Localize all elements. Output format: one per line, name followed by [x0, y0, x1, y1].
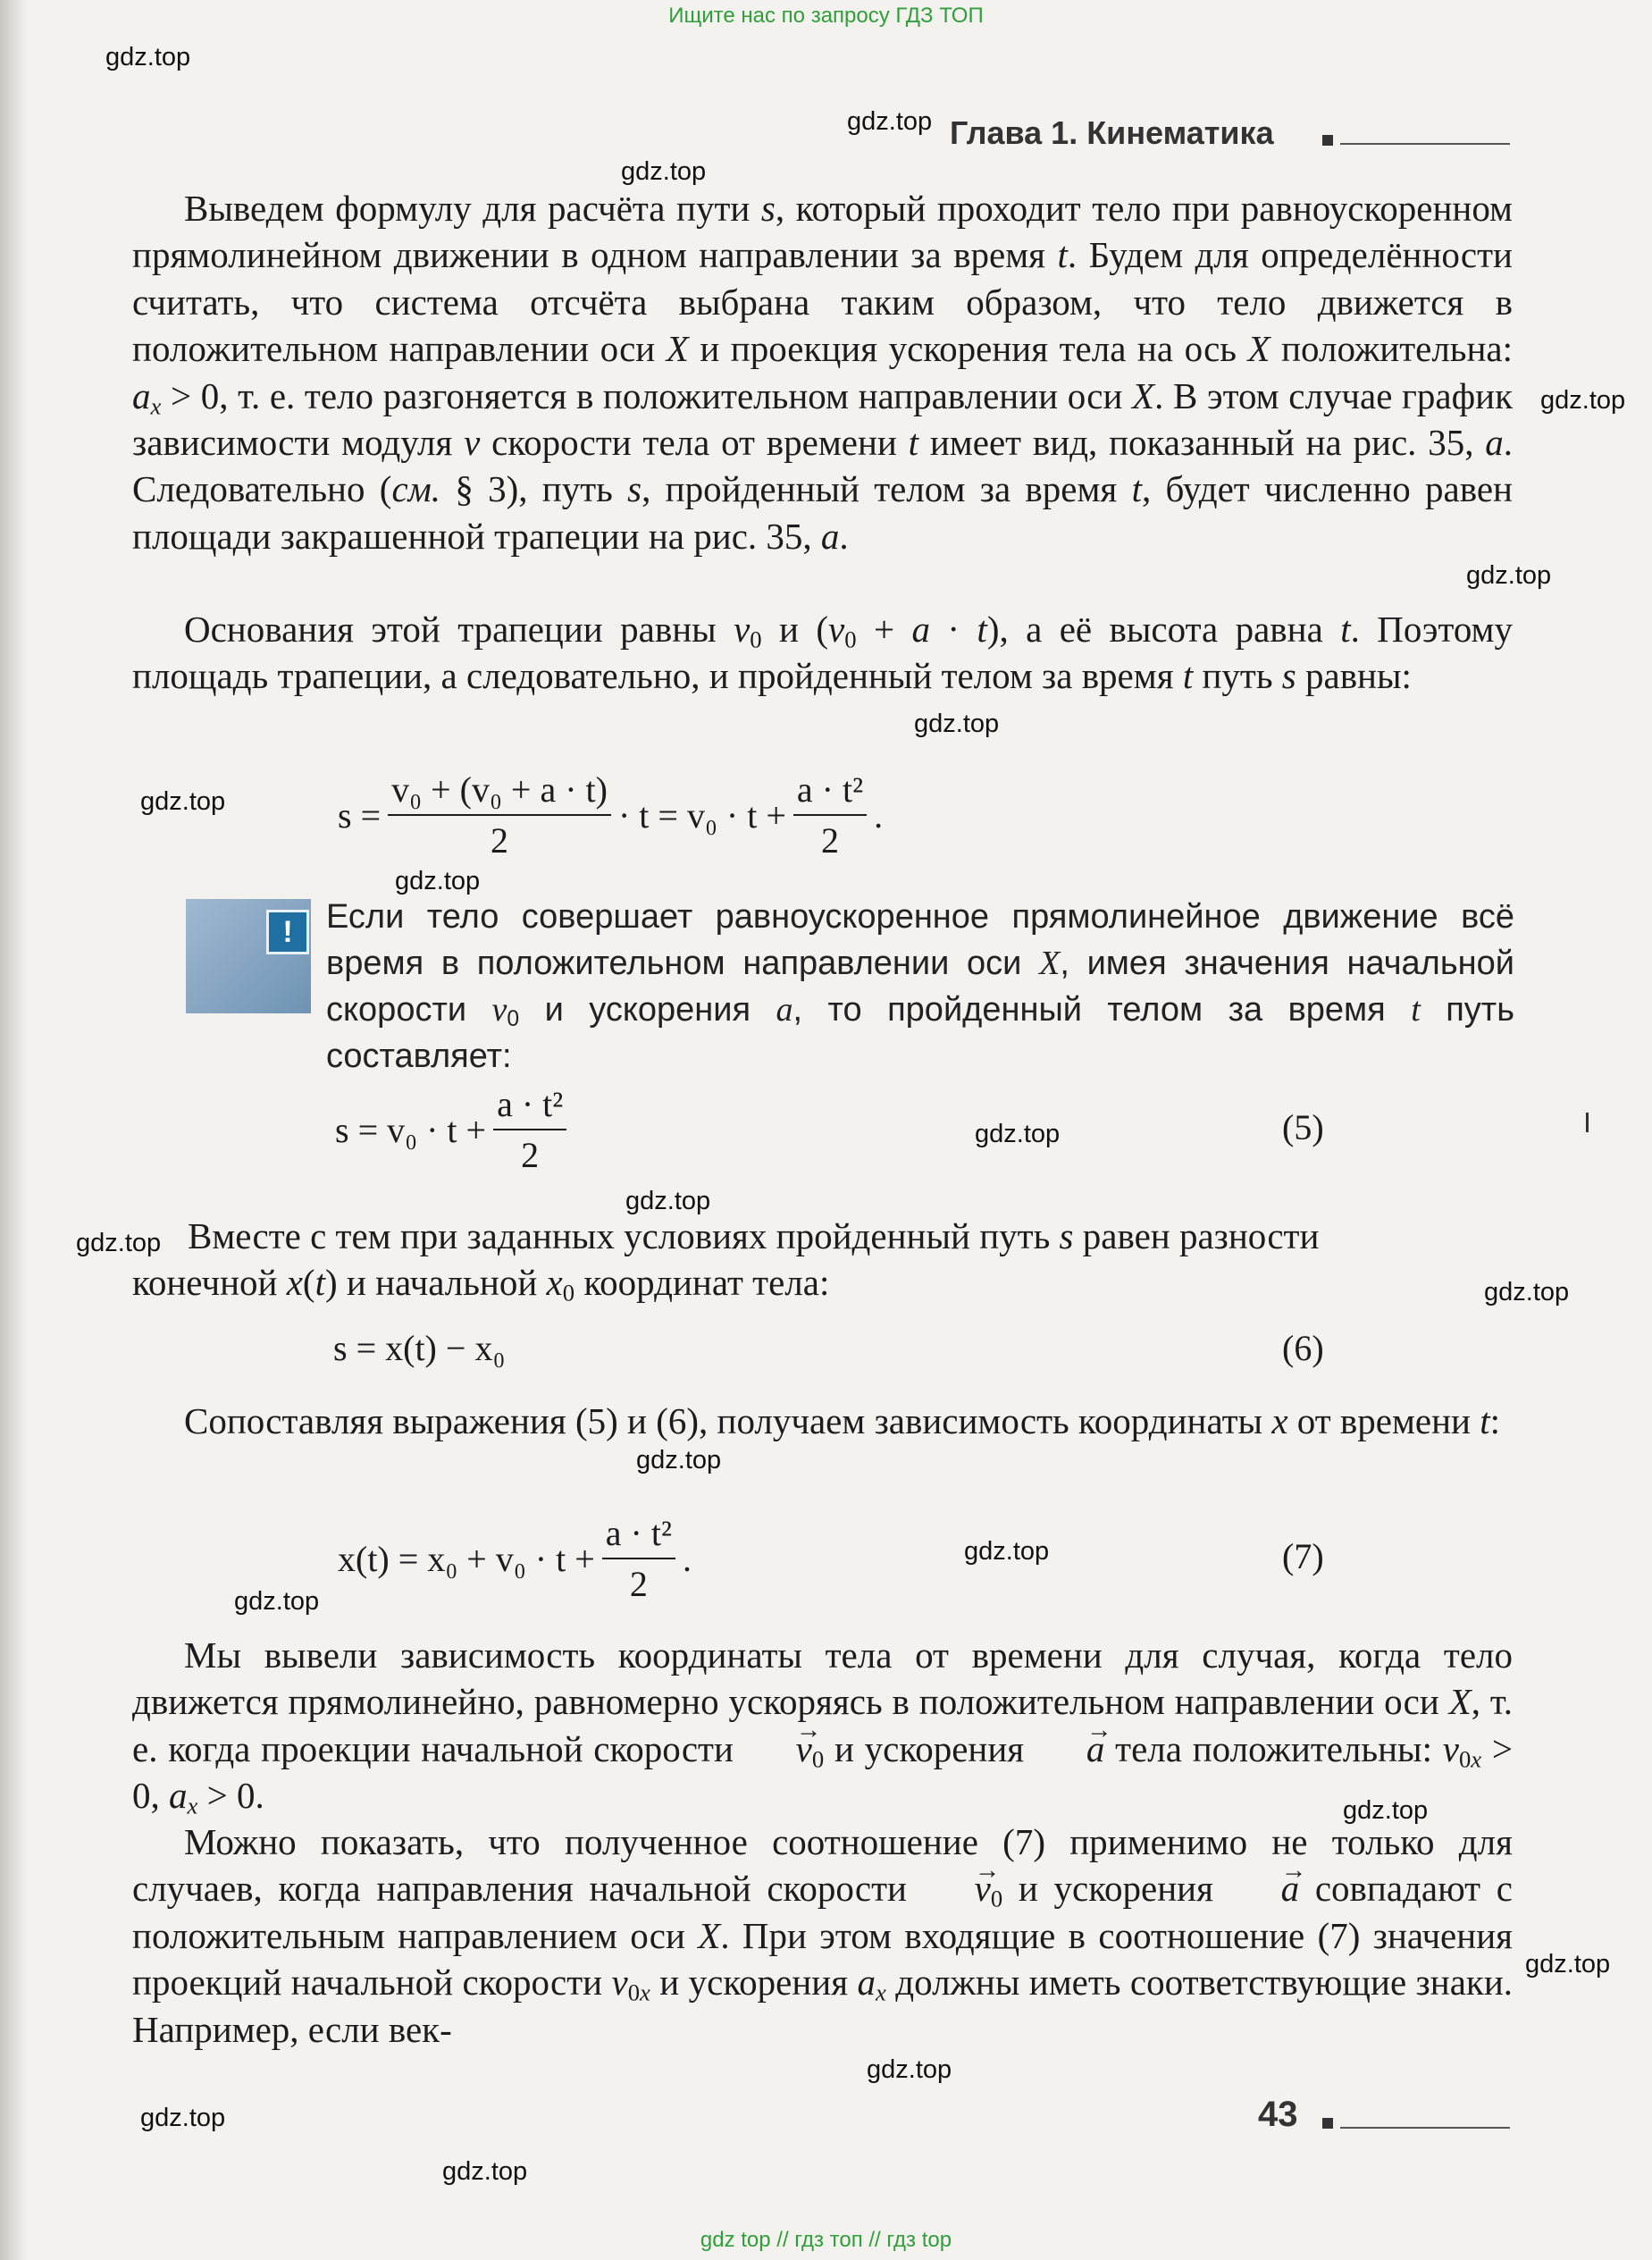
equation-number-5: (5) [1282, 1107, 1324, 1147]
equation-number-6: (6) [1282, 1328, 1324, 1368]
watermark: gdz.top [636, 1446, 722, 1474]
watermark: gdz.top [395, 867, 481, 895]
formula-5 [335, 1083, 574, 1176]
watermark: gdz.top [140, 787, 226, 816]
f1-numerator-2: a · t² [793, 769, 867, 816]
watermark: gdz.top [975, 1120, 1061, 1148]
f5-numerator: a · t² [493, 1083, 566, 1130]
watermark: gdz.top [964, 1537, 1050, 1566]
f1-middle: · t = v₀ · t + [617, 794, 786, 836]
watermark: gdz.top [867, 2055, 952, 2084]
f5-lhs: s = v₀ · t + [335, 1109, 487, 1150]
watermark: gdz.top [140, 2104, 226, 2132]
header-rule [1340, 143, 1510, 145]
f1-numerator-1: v₀ + (v₀ + a · t) [388, 769, 611, 816]
footer-rule [1340, 2127, 1510, 2129]
top-banner[interactable]: Ищите нас по запросу ГДЗ ТОП [668, 4, 984, 28]
footer-square [1322, 2118, 1333, 2129]
formula-6: s = x(t) − x₀ [333, 1328, 506, 1368]
f7-fraction [602, 1512, 675, 1605]
watermark: gdz.top [442, 2157, 528, 2186]
paragraph-6: Можно показать, что полученное соотношение (7) применимо не только для случаев, когда направления начальной скорости → $v_0$ и ускорения → a совпадают с положительным направлением оси X. При этом входящие в соотношение (7) значения проекций начальной скорости $v_{0x}$ и ускорения $a_x$ должны иметь соответствующие знаки. Например, если век- [132, 1819, 1513, 2053]
f7-numerator: a · t² [602, 1512, 675, 1559]
watermark: gdz.top [234, 1587, 320, 1616]
f1-fraction-1 [388, 769, 611, 861]
bottom-banner[interactable]: gdz top // гдз топ // гдз top [700, 2228, 952, 2252]
paragraph-5: Мы вывели зависимость координаты тела от времени для случая, когда тело движется прямолинейно, равномерно ускоряясь в положительном направлении оси X, т. е. когда проекции начальной скорости → $v_0$ и ускорения → a тела положительны: $v_{0x} > 0$, $a_x > 0$. [132, 1632, 1513, 1819]
equation-number-7: (7) [1282, 1536, 1324, 1576]
watermark: gdz.top [1343, 1796, 1429, 1825]
watermark: gdz.top [1540, 386, 1626, 415]
f1-lhs: s = [338, 794, 382, 836]
watermark: gdz.top [847, 107, 933, 136]
paragraph-1: Выведем формулу для расчёта пути s, который проходит тело при равноускоренном прямолинейном движении в одном направлении за время t. Будем для определённости считать, что система отсчёта выбрана таким образом, что тело движется в положительном направлении оси X и проекция ускорения тела на ось X положительна: $a_x > 0$, т. е. тело разгоняется в положительном направлении оси X. В этом случае график зависимости модуля v скорости тела от времени t имеет вид, показанный на рис. 35, а. Следовательно (см. § 3), путь s, пройденный телом за время t, будет численно равен площади закрашенной трапеции на рис. 35, а. [132, 188, 1514, 557]
paragraph-3: Вместе с тем при заданных условиях пройденный путь s равен разности [188, 1215, 1320, 1256]
watermark: gdz.top [621, 157, 707, 186]
page-binding-shadow [0, 0, 27, 2260]
f1-end: . [874, 794, 884, 836]
watermark: gdz.top [1466, 561, 1552, 590]
paragraph-3-cont: конечной x(t) и начальной $x_0$ координат тела: [132, 1262, 830, 1306]
f7-denominator: 2 [629, 1564, 648, 1604]
formula-7 [338, 1512, 692, 1605]
paragraph-4: Сопоставляя выражения (5) и (6), получаем зависимость координаты x от времени t: [184, 1400, 1501, 1441]
f5-denominator: 2 [521, 1135, 540, 1175]
watermark: gdz.top [1484, 1278, 1570, 1306]
watermark: gdz.top [625, 1187, 711, 1215]
page-number: 43 [1258, 2095, 1298, 2134]
watermark: gdz.top [1525, 1950, 1611, 1979]
chapter-header: Глава 1. Кинематика [950, 114, 1274, 151]
formula-path-derivation [338, 769, 883, 861]
watermark: gdz.top [76, 1229, 162, 1257]
header-square [1322, 135, 1333, 146]
f1-denominator-1: 2 [491, 820, 509, 861]
f7-lhs: x(t) = x₀ + v₀ · t + [338, 1538, 595, 1579]
f1-denominator-2: 2 [821, 820, 839, 861]
margin-mark [1586, 1113, 1589, 1132]
f7-end: . [682, 1538, 692, 1579]
watermark: gdz.top [914, 710, 1000, 738]
rule-statement: Если тело совершает равноускоренное прямолинейное движение всё время в положительном направлении оси X, имея значения начальной скорости $v_0$ и ускорения a, то пройденный телом за время t путь составляет: [326, 898, 1514, 1075]
watermark: gdz.top [105, 43, 191, 71]
f5-fraction [493, 1083, 566, 1176]
paragraph-2: Основания этой трапеции равны $v_0$ и $(v_0 + a \cdot t)$, а её высота равна t. Поэтому площадь трапеции, а следовательно, и пройденный телом за время t путь s равны: [132, 609, 1513, 697]
f1-fraction-2 [793, 769, 867, 861]
exclamation-icon: ! [266, 910, 309, 954]
